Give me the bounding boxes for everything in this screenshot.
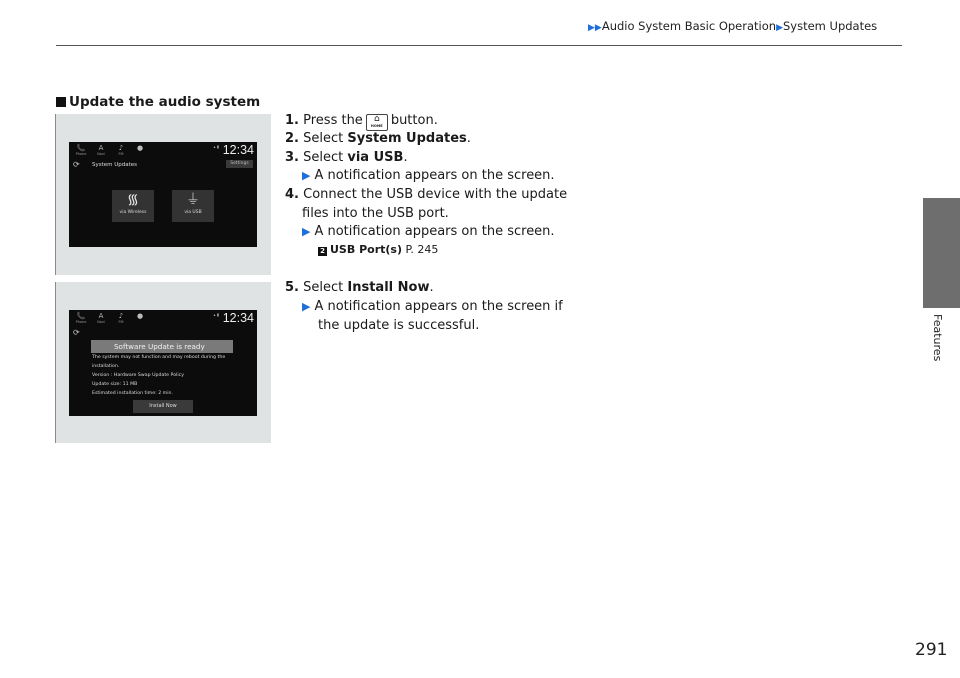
reference-icon: 2 (318, 247, 327, 256)
step-5-result-cont: the update is successful. (318, 318, 480, 333)
page-number: 291 (915, 640, 948, 660)
chapter-label: Features (931, 314, 944, 362)
breadcrumb-arrow-icon: ▶ (776, 23, 783, 33)
notice-line: installation. (92, 364, 120, 369)
step-1: 1. Press the ⌂ HOME button. (285, 112, 438, 131)
phone-icon[interactable]: 📞 Phone (75, 312, 87, 324)
arrow-icon: ▶ (302, 225, 311, 238)
navi-icon[interactable]: A Navi (97, 144, 105, 156)
arrow-icon: ▶ (302, 169, 311, 182)
step-5-result: ▶ A notification appears on the screen if (302, 299, 563, 314)
notice-line: Estimated installation time: 2 min. (92, 391, 174, 396)
notice-line: The system may not function and may reboot during the (92, 355, 226, 360)
square-bullet-icon (56, 97, 66, 107)
usb-icon: ⏚ (186, 192, 200, 208)
step-5: 5. Select Install Now. (285, 280, 434, 295)
media-icon[interactable]: ● (136, 144, 144, 152)
header-divider (56, 45, 902, 46)
step-2: 2. Select System Updates. (285, 131, 471, 146)
section-title: Update the audio system (56, 94, 260, 110)
refresh-icon[interactable]: ⟳ (73, 328, 80, 337)
status-bar (69, 310, 257, 326)
breadcrumb-item[interactable]: System Updates (782, 19, 878, 33)
notice-line: Version : Hardware Swap Update Policy (92, 373, 185, 378)
phone-icon[interactable]: 📞 Phone (75, 144, 87, 156)
step-4-result: ▶ A notification appears on the screen. (302, 224, 555, 239)
cross-reference-link[interactable]: 2 USB Port(s) P. 245 (318, 243, 438, 256)
media-icon[interactable]: ● (136, 312, 144, 320)
display-screen (69, 310, 257, 416)
step-3-result: ▶ A notification appears on the screen. (302, 168, 555, 183)
breadcrumb-arrow-icon: ▶▶ (588, 23, 602, 33)
step-4: 4. Connect the USB device with the update (285, 187, 568, 202)
install-now-button[interactable]: Install Now (133, 400, 193, 413)
signal-icon: ▴ ▮ (213, 144, 219, 149)
chapter-tab[interactable] (923, 198, 960, 308)
status-bar (69, 142, 257, 158)
fm-icon[interactable]: ♪ FM (118, 312, 124, 324)
screenshot-panel-install (55, 282, 271, 443)
fm-icon[interactable]: ♪ FM (118, 144, 124, 156)
display-screen (69, 142, 257, 247)
step-3: 3. Select via USB. (285, 150, 408, 165)
navi-icon[interactable]: A Navi (97, 312, 105, 324)
clock: 12:34 (222, 311, 254, 325)
via-wireless-tile[interactable]: ᯾ via Wireless (112, 190, 154, 222)
refresh-icon[interactable]: ⟳ (73, 160, 80, 169)
notice-title-bar: Software Update is ready (91, 340, 233, 353)
home-button-icon: ⌂ HOME (366, 114, 388, 131)
breadcrumb-item[interactable]: Audio System Basic Operation (601, 19, 777, 33)
screenshot-panel-system-updates (55, 114, 271, 275)
arrow-icon: ▶ (302, 300, 311, 313)
clock: 12:34 (222, 143, 254, 157)
via-usb-tile[interactable]: ⏚ via USB (172, 190, 214, 222)
breadcrumb (588, 19, 877, 33)
signal-icon: ▴ ▮ (213, 312, 219, 317)
notice-line: Update size: 11 MB (92, 382, 138, 387)
screen-title: System Updates (92, 162, 138, 168)
step-4-cont: files into the USB port. (302, 206, 449, 221)
settings-button[interactable]: Settings (226, 160, 253, 168)
wifi-icon: ᯾ (127, 192, 139, 208)
